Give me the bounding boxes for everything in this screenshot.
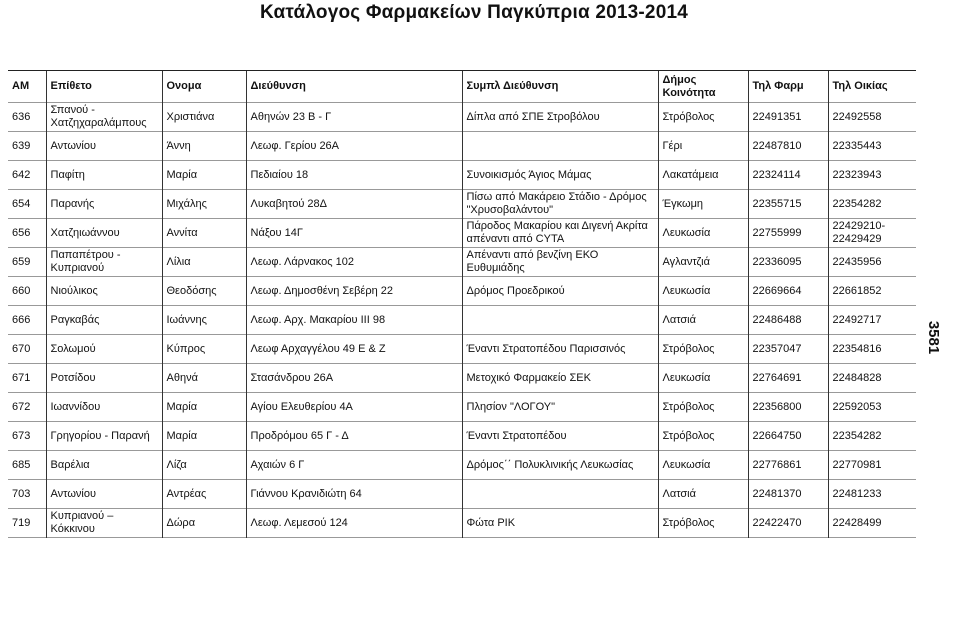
cell-pharmacy-phone: 22776861 xyxy=(748,451,828,480)
cell-extra-address: Έναντι Στρατοπέδου Παρισσινός xyxy=(462,335,658,364)
header-pharmacy-phone: Τηλ Φαρμ xyxy=(748,71,828,103)
cell-extra-address: Δίπλα από ΣΠΕ Στροβόλου xyxy=(462,103,658,132)
pharmacy-table xyxy=(8,70,916,538)
cell-name: Χριστιάνα xyxy=(162,103,246,132)
cell-pharmacy-phone: 22324114 xyxy=(748,161,828,190)
cell-municipality: Λατσιά xyxy=(658,480,748,509)
cell-pharmacy-phone: 22491351 xyxy=(748,103,828,132)
cell-surname: Σπανού - Χατζηχαραλάμπους xyxy=(46,103,162,132)
cell-am: 685 xyxy=(8,451,46,480)
cell-extra-address: Απέναντι από βενζίνη ΕΚΟ Ευθυμιάδης xyxy=(462,248,658,277)
cell-extra-address xyxy=(462,306,658,335)
cell-pharmacy-phone: 22355715 xyxy=(748,190,828,219)
cell-address: Λεωφ Αρχαγγέλου 49 Ε & Ζ xyxy=(246,335,462,364)
page-number xyxy=(922,312,946,362)
cell-extra-address: Φώτα ΡΙΚ xyxy=(462,509,658,538)
cell-name: Μαρία xyxy=(162,393,246,422)
cell-extra-address xyxy=(462,132,658,161)
table-row xyxy=(8,335,916,364)
header-home-phone: Τηλ Οικίας xyxy=(828,71,916,103)
cell-municipality: Λευκωσία xyxy=(658,277,748,306)
table-row xyxy=(8,364,916,393)
cell-am: 673 xyxy=(8,422,46,451)
table-row xyxy=(8,451,916,480)
cell-surname: Βαρέλια xyxy=(46,451,162,480)
cell-extra-address: Δρόμος΄΄ Πολυκλινικής Λευκωσίας xyxy=(462,451,658,480)
cell-name: Αννίτα xyxy=(162,219,246,248)
cell-address: Λεωφ. Δημοσθένη Σεβέρη 22 xyxy=(246,277,462,306)
cell-am: 642 xyxy=(8,161,46,190)
cell-surname: Ραγκαβάς xyxy=(46,306,162,335)
cell-am: 660 xyxy=(8,277,46,306)
header-address: Διεύθυνση xyxy=(246,71,462,103)
header-name: Ονομα xyxy=(162,71,246,103)
cell-am: 666 xyxy=(8,306,46,335)
cell-address: Αθηνών 23 Β - Γ xyxy=(246,103,462,132)
cell-surname: Αντωνίου xyxy=(46,132,162,161)
cell-home-phone: 22770981 xyxy=(828,451,916,480)
table-row xyxy=(8,190,916,219)
cell-am: 656 xyxy=(8,219,46,248)
cell-municipality: Λευκωσία xyxy=(658,364,748,393)
table-row xyxy=(8,103,916,132)
cell-name: Κύπρος xyxy=(162,335,246,364)
cell-pharmacy-phone: 22486488 xyxy=(748,306,828,335)
table-row xyxy=(8,480,916,509)
cell-home-phone: 22354282 xyxy=(828,422,916,451)
table-header-row xyxy=(8,71,916,103)
cell-name: Λίλια xyxy=(162,248,246,277)
cell-address: Νάξου 14Γ xyxy=(246,219,462,248)
cell-am: 636 xyxy=(8,103,46,132)
cell-surname: Παφίτη xyxy=(46,161,162,190)
cell-name: Αντρέας xyxy=(162,480,246,509)
cell-municipality: Λατσιά xyxy=(658,306,748,335)
cell-home-phone: 22428499 xyxy=(828,509,916,538)
cell-surname: Αντωνίου xyxy=(46,480,162,509)
cell-home-phone: 22354816 xyxy=(828,335,916,364)
cell-municipality: Γέρι xyxy=(658,132,748,161)
cell-home-phone: 22492558 xyxy=(828,103,916,132)
cell-home-phone: 22484828 xyxy=(828,364,916,393)
cell-municipality: Λακατάμεια xyxy=(658,161,748,190)
cell-address: Γιάννου Κρανιδιώτη 64 xyxy=(246,480,462,509)
cell-name: Μιχάλης xyxy=(162,190,246,219)
page-title: Κατάλογος Φαρμακείων Παγκύπρια 2013-2014 xyxy=(259,2,688,23)
cell-address: Στασάνδρου 26Α xyxy=(246,364,462,393)
header-municipality: Δήμος Κοινότητα xyxy=(658,71,748,103)
cell-home-phone: 22323943 xyxy=(828,161,916,190)
table-row xyxy=(8,306,916,335)
table-row xyxy=(8,219,916,248)
cell-pharmacy-phone: 22356800 xyxy=(748,393,828,422)
cell-name: Ιωάννης xyxy=(162,306,246,335)
cell-am: 703 xyxy=(8,480,46,509)
cell-pharmacy-phone: 22422470 xyxy=(748,509,828,538)
cell-home-phone: 22335443 xyxy=(828,132,916,161)
table-row xyxy=(8,161,916,190)
cell-extra-address: Έναντι Στρατοπέδου xyxy=(462,422,658,451)
cell-municipality: Αγλαντζιά xyxy=(658,248,748,277)
cell-pharmacy-phone: 22481370 xyxy=(748,480,828,509)
cell-surname: Παπαπέτρου - Κυπριανού xyxy=(46,248,162,277)
cell-surname: Γρηγορίου - Παρανή xyxy=(46,422,162,451)
header-surname: Επίθετο xyxy=(46,71,162,103)
cell-address: Λεωφ. Αρχ. Μακαρίου ΙΙΙ 98 xyxy=(246,306,462,335)
cell-address: Λεωφ. Λάρνακος 102 xyxy=(246,248,462,277)
cell-surname: Ροτσίδου xyxy=(46,364,162,393)
cell-home-phone: 22354282 xyxy=(828,190,916,219)
cell-address: Λυκαβητού 28Δ xyxy=(246,190,462,219)
cell-am: 670 xyxy=(8,335,46,364)
cell-pharmacy-phone: 22669664 xyxy=(748,277,828,306)
header-am: AM xyxy=(8,71,46,103)
cell-municipality: Στρόβολος xyxy=(658,103,748,132)
cell-pharmacy-phone: 22487810 xyxy=(748,132,828,161)
cell-address: Αχαιών 6 Γ xyxy=(246,451,462,480)
cell-name: Θεοδόσης xyxy=(162,277,246,306)
table-row xyxy=(8,393,916,422)
cell-municipality: Στρόβολος xyxy=(658,422,748,451)
cell-extra-address: Πλησίον "ΛΟΓΟΥ" xyxy=(462,393,658,422)
cell-home-phone: 22481233 xyxy=(828,480,916,509)
cell-name: Λίζα xyxy=(162,451,246,480)
cell-surname: Χατζηιωάννου xyxy=(46,219,162,248)
cell-name: Μαρία xyxy=(162,422,246,451)
cell-address: Λεωφ. Λεμεσού 124 xyxy=(246,509,462,538)
cell-address: Προδρόμου 65 Γ - Δ xyxy=(246,422,462,451)
cell-am: 659 xyxy=(8,248,46,277)
cell-surname: Σολωμού xyxy=(46,335,162,364)
table-row xyxy=(8,277,916,306)
cell-extra-address: Μετοχικό Φαρμακείο ΣΕΚ xyxy=(462,364,658,393)
cell-municipality: Έγκωμη xyxy=(658,190,748,219)
cell-home-phone: 22661852 xyxy=(828,277,916,306)
cell-municipality: Στρόβολος xyxy=(658,335,748,364)
cell-am: 654 xyxy=(8,190,46,219)
cell-home-phone: 22592053 xyxy=(828,393,916,422)
cell-pharmacy-phone: 22755999 xyxy=(748,219,828,248)
cell-municipality: Λευκωσία xyxy=(658,451,748,480)
cell-name: Μαρία xyxy=(162,161,246,190)
table-row xyxy=(8,509,916,538)
cell-extra-address: Πάροδος Μακαρίου και Διγενή Ακρίτα απέναντι από CYTA xyxy=(462,219,658,248)
cell-name: Άννη xyxy=(162,132,246,161)
cell-surname: Παρανής xyxy=(46,190,162,219)
cell-municipality: Λευκωσία xyxy=(658,219,748,248)
cell-extra-address: Δρόμος Προεδρικού xyxy=(462,277,658,306)
cell-pharmacy-phone: 22664750 xyxy=(748,422,828,451)
table-row xyxy=(8,132,916,161)
cell-municipality: Στρόβολος xyxy=(658,393,748,422)
cell-am: 672 xyxy=(8,393,46,422)
cell-name: Δώρα xyxy=(162,509,246,538)
cell-address: Λεωφ. Γερίου 26Α xyxy=(246,132,462,161)
cell-pharmacy-phone: 22764691 xyxy=(748,364,828,393)
cell-address: Πεδιαίου 18 xyxy=(246,161,462,190)
cell-extra-address: Συνοικισμός Άγιος Μάμας xyxy=(462,161,658,190)
cell-extra-address: Πίσω από Μακάρειο Στάδιο - Δρόμος "Χρυσοβαλάντου" xyxy=(462,190,658,219)
cell-surname: Ιωαννίδου xyxy=(46,393,162,422)
cell-pharmacy-phone: 22357047 xyxy=(748,335,828,364)
page-number-text: 3581 xyxy=(925,320,943,354)
table-body xyxy=(8,103,916,538)
table-row xyxy=(8,248,916,277)
cell-home-phone: 22429210-22429429 xyxy=(828,219,916,248)
table-row xyxy=(8,422,916,451)
cell-surname: Νιούλικος xyxy=(46,277,162,306)
cell-pharmacy-phone: 22336095 xyxy=(748,248,828,277)
cell-name: Αθηνά xyxy=(162,364,246,393)
header-extra-address: Συμπλ Διεύθυνση xyxy=(462,71,658,103)
cell-municipality: Στρόβολος xyxy=(658,509,748,538)
cell-am: 719 xyxy=(8,509,46,538)
cell-home-phone: 22492717 xyxy=(828,306,916,335)
cell-am: 671 xyxy=(8,364,46,393)
cell-am: 639 xyxy=(8,132,46,161)
cell-surname: Κυπριανού – Κόκκινου xyxy=(46,509,162,538)
cell-extra-address xyxy=(462,480,658,509)
cell-address: Αγίου Ελευθερίου 4Α xyxy=(246,393,462,422)
cell-home-phone: 22435956 xyxy=(828,248,916,277)
